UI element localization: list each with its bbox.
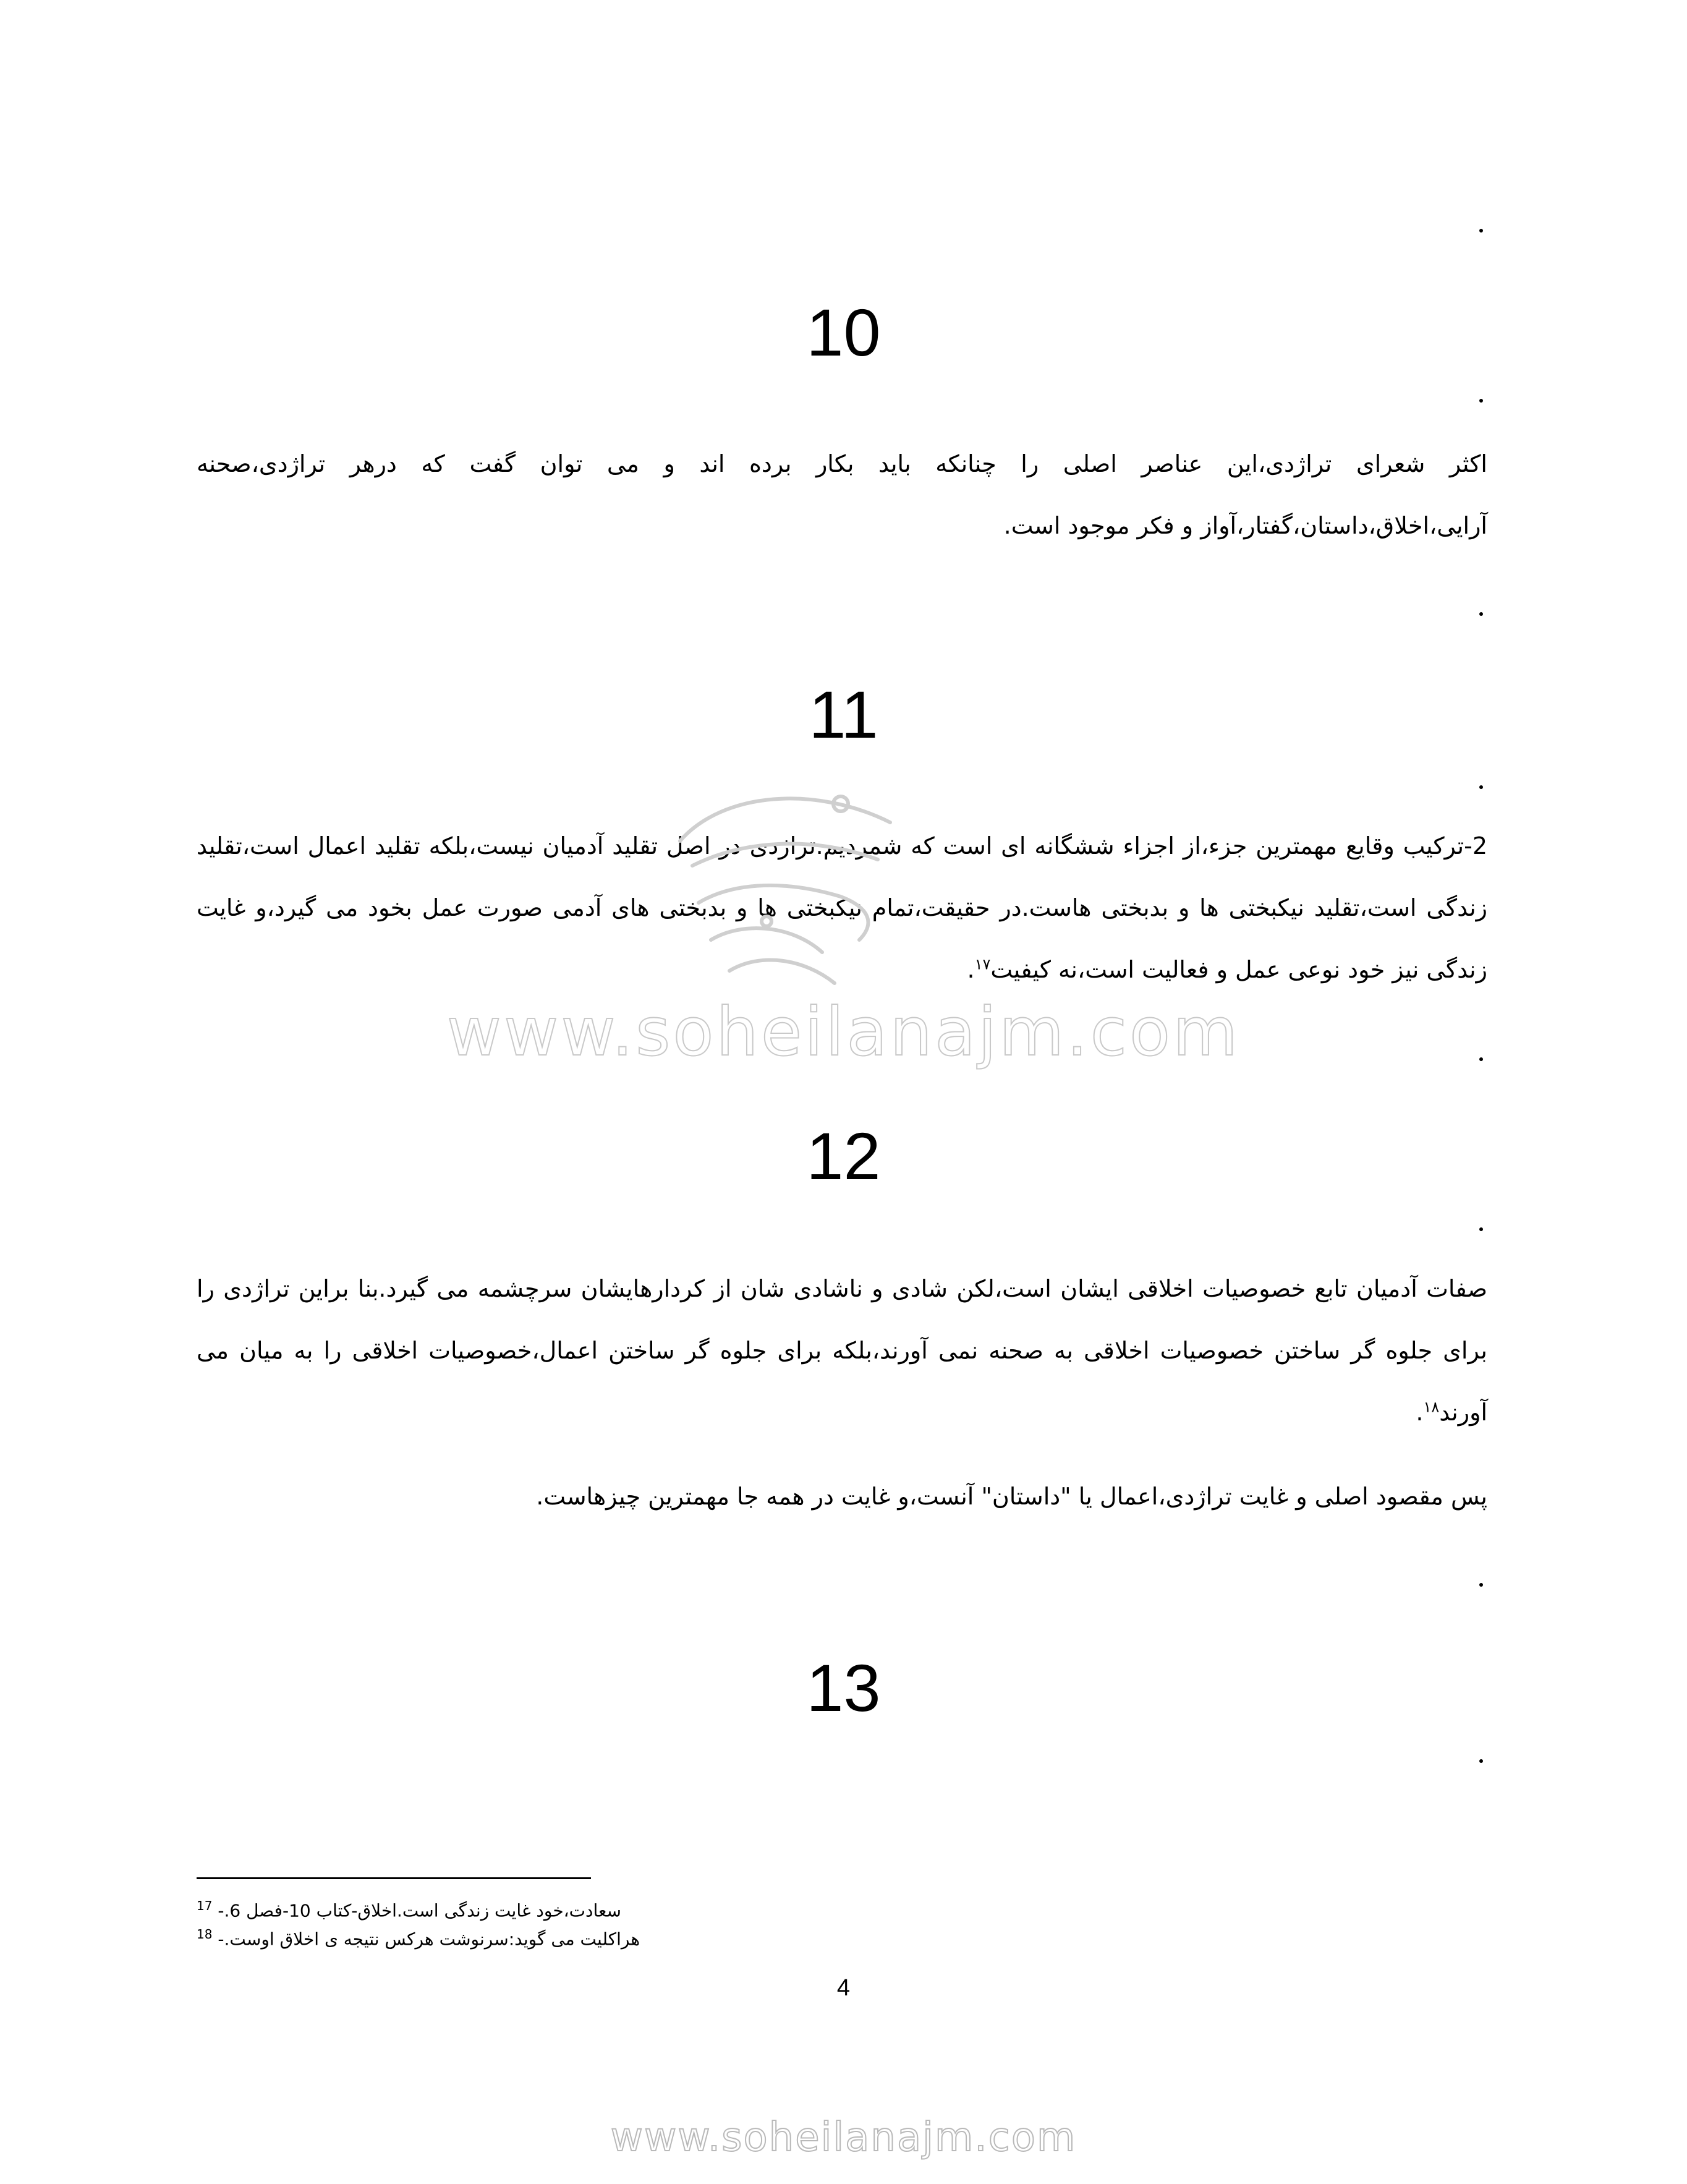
paragraph-12 (197, 1258, 1487, 1443)
footnote-text: هراکلیت می گوید:سرنوشت هرکس نتیجه ی اخلاق اوست.- (218, 1929, 640, 1950)
page-number: 4 (836, 1975, 851, 2001)
paragraph-12-text: صفات آدمیان تابع خصوصیات اخلاقی ایشان است،لکن شادی و ناشادی شان از کردارهایشان سرچشمه می گیرد.بنا براین تراژدی را برای جلوه گر ساختن خصوصیات اخلاقی به صحنه نمی آورند،بلکه برای جلوه گر ساختن اعمال،خصوصیات اخلاقی را به میان می آورند (197, 1275, 1487, 1426)
footnote-marker: 18 (197, 1927, 213, 1942)
watermark-url-bottom: www.soheilanajm.com (610, 2115, 1077, 2161)
paragraph-11-text: 2-ترکیب وقایع مهمترین جزء،از اجزاء ششگانه ای است که شمردیم.تراژدی در اصل تقلید آدمیان نیست،بلکه تقلید اعمال است،تقلید زندگی است،تقلید نیکبختی ها و بدبختی هاست.در حقیقت،تمام نیکبختی ها و بدبختی های آدمی صورت عمل بخود می گیرد،و غایت زندگی نیز خود نوعی عمل و فعالیت است،نه کیفیت (197, 832, 1487, 983)
paragraph-12-end: . (1416, 1399, 1424, 1426)
margin-dot (1479, 785, 1483, 789)
section-number: 12 (806, 1119, 881, 1193)
paragraph-12b: پس مقصود اصلی و غایت تراژدی،اعمال یا "داستان" آنست،و غایت در همه جا مهمترین چیزهاست. (536, 1483, 1487, 1510)
section-number: 10 (806, 295, 881, 370)
footnote-marker: 17 (197, 1898, 213, 1913)
margin-dot (1479, 612, 1483, 616)
margin-dot (1479, 229, 1483, 232)
footnote-reference: ۱۷ (974, 955, 991, 973)
section-number: 11 (809, 677, 878, 752)
watermark-seal-logo (655, 767, 915, 1026)
watermark-url: www.soheilanajm.com (446, 994, 1241, 1071)
margin-dot (1479, 1227, 1483, 1231)
section-number: 13 (806, 1650, 881, 1725)
paragraph-11-end: . (967, 956, 975, 983)
margin-dot (1479, 399, 1483, 403)
margin-dot (1479, 1583, 1483, 1587)
footnote-18 (197, 1922, 815, 1952)
margin-dot (1479, 1759, 1483, 1763)
paragraph-10: اکثر شعرای تراژدی،این عناصر اصلی را چنانکه باید بکار برده اند و می توان گفت که درهر تراژدی،صحنه آرایی،اخلاق،داستان،گفتار،آواز و فکر موجود است. (197, 450, 1487, 539)
footnote-separator (197, 1877, 591, 1879)
footnote-text: سعادت،خود غایت زندگی است.اخلاق-کتاب 10-فصل 6.- (218, 1900, 621, 1921)
footnote-17 (197, 1893, 815, 1923)
footnote-reference: ۱۸ (1423, 1398, 1440, 1416)
